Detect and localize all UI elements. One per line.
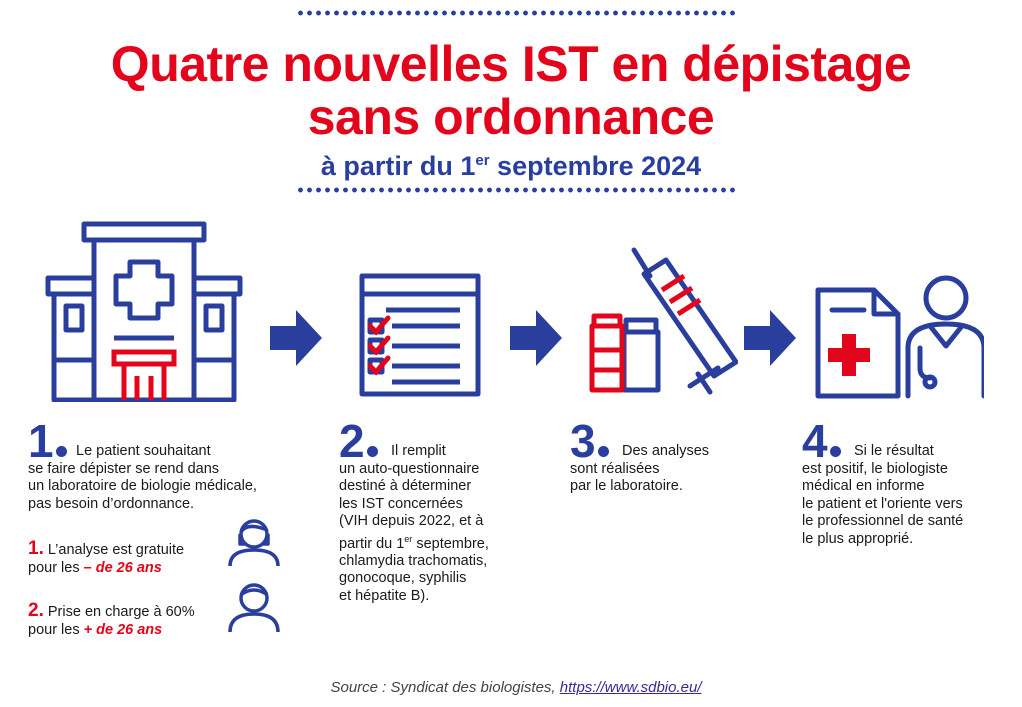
title-line-2: sans ordonnance xyxy=(307,89,715,145)
vials-syringe-icon xyxy=(588,246,738,396)
arrow-right-icon xyxy=(744,310,796,366)
source-link[interactable]: https://www.sdbio.eu/ xyxy=(559,679,702,696)
coverage-note: 2. Prise en charge à 60% pour les + de 26 ans xyxy=(28,600,195,638)
checklist-form-icon xyxy=(356,270,486,400)
arrow-right-icon xyxy=(270,310,322,366)
step-4-number: 4 xyxy=(802,418,841,464)
bottom-dotted-divider xyxy=(296,187,738,193)
source-caption: Source : Syndicat des biologistes, https://www.sdbio.eu/ xyxy=(330,679,702,696)
step-1-text: Le patient souhaitant se faire dépister se rend dans un laboratoire de biologie médicale, pas besoin d’ordonnance. xyxy=(28,443,257,512)
step-4-text: Si le résultat est positif, le biologiste médical en informe le patient et l'oriente vers le professionnel de santé le plus approprié. xyxy=(802,443,964,547)
title-line-1: Quatre nouvelles IST en dépistage xyxy=(110,36,912,92)
young-woman-icon xyxy=(226,512,282,568)
step-2-number: 2 xyxy=(339,418,378,464)
step-3-number: 3 xyxy=(570,418,609,464)
laboratory-building-icon xyxy=(44,220,244,402)
arrow-right-icon xyxy=(510,310,562,366)
adult-man-icon xyxy=(226,578,282,634)
subtitle: à partir du 1er septembre 2024 xyxy=(320,151,702,181)
step-2-text: Il remplit un auto-questionnaire destiné à déterminer les IST concernées (VIH depuis 2022, et à partir du 1er septembre, chlamydia trachomatis, gonocoque, syphilis et hépatite B). xyxy=(339,443,489,604)
step-3-text: Des analyses sont réalisées par le laboratoire. xyxy=(570,443,710,494)
top-dotted-divider xyxy=(296,10,738,16)
doctor-report-icon xyxy=(812,272,984,400)
free-analysis-note: 1. L’analyse est gratuite pour les – de 26 ans xyxy=(28,538,185,576)
step-1-number: 1 xyxy=(28,418,67,464)
